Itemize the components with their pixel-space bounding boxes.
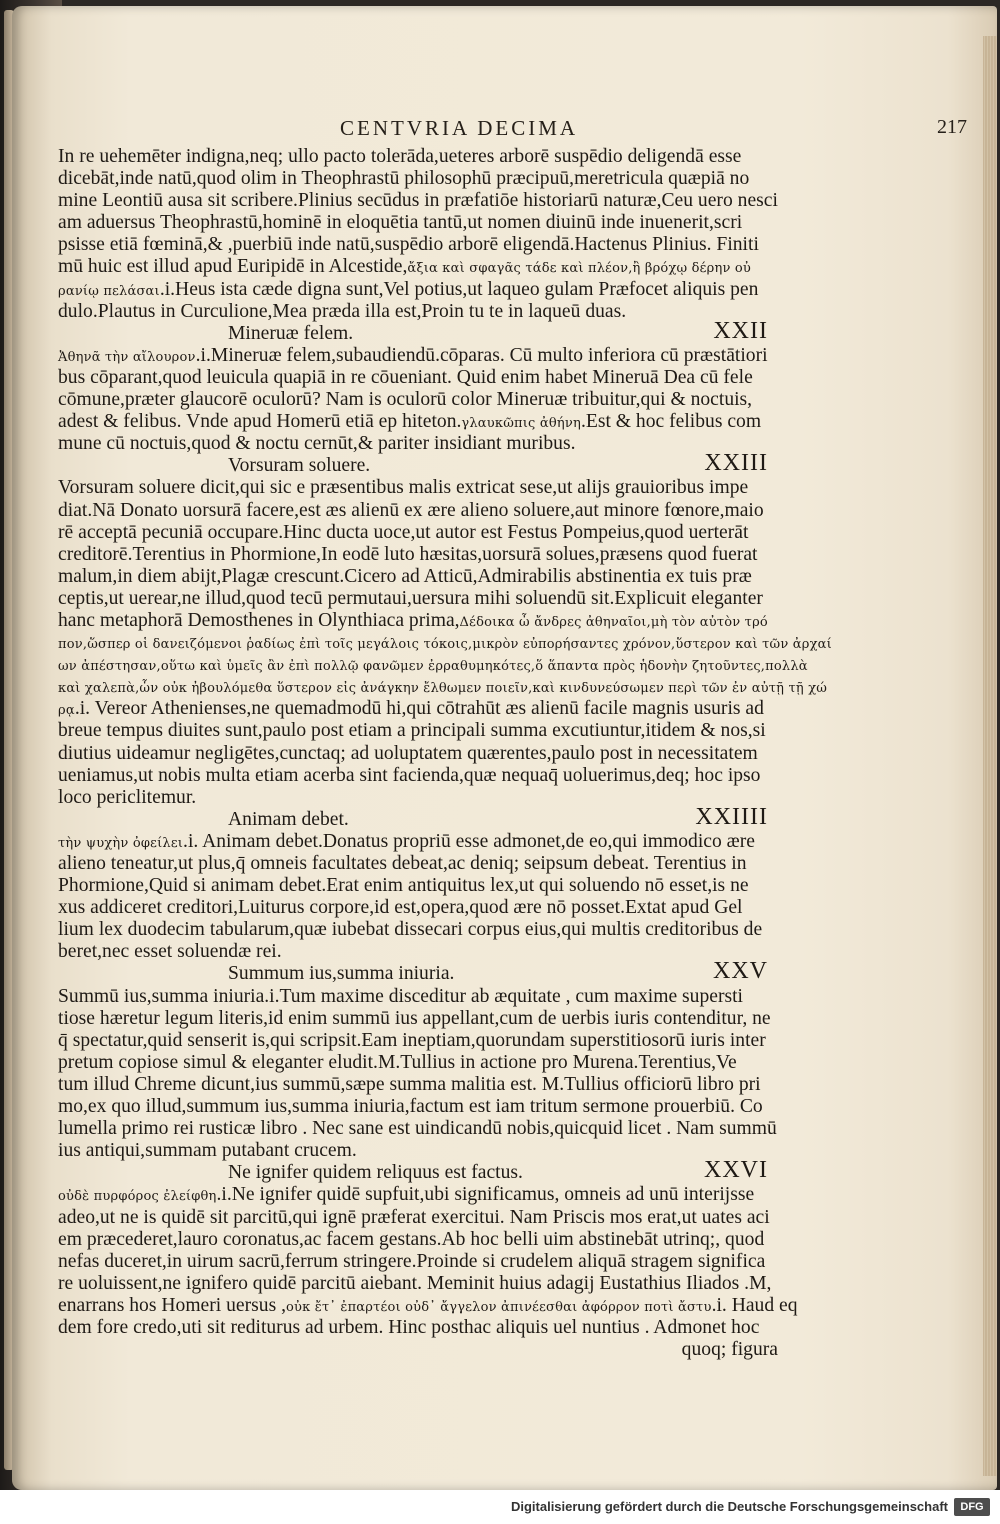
text-line: Vorsuram soluere dicit,qui sic e præsentibus malis extricat sese,ut alijs grauioribus impe	[58, 477, 749, 499]
text-line: dicebāt,inde natū,quod olim in Theophrastū philosophū præcipuū,meretricula quæpiā no	[58, 168, 750, 190]
catchword: quoq; figura	[681, 1339, 778, 1361]
dfg-logo: DFG	[954, 1498, 990, 1516]
section-heading	[58, 1157, 778, 1184]
text-line: lium lex duodecim tabularum,quæ iubebat dissecari corpus eius,qui multis creditoribus de	[58, 919, 763, 941]
heading-title: Animam debet.	[228, 808, 349, 830]
latin-text: .i. Animam debet.Donatus propriū esse admonet,de eo,qui immodico ære	[183, 830, 755, 852]
text-line: cōmune,præter glaucorē oculorū? Nam is oculorū color Mineruæ tribuitur,qui & noctuis,	[58, 389, 753, 411]
page-fore-edge	[983, 36, 997, 1476]
heading-numeral: XXVI	[704, 1157, 768, 1184]
greek-text: ρᾳ	[58, 703, 75, 719]
greek-text: πον,ὥσπερ οἱ δανειζόμενοι ῥαδίως ἐπὶ τοῖς μεγάλοις τόκοις,μικρὸν εὐπορήσαντες χρόνον,ὕστερον καὶ τῶν ἀρχαί	[58, 637, 832, 653]
section-heading	[58, 803, 778, 831]
folio-number: 217	[937, 116, 967, 138]
greek-text: ἄξια καὶ σφαγᾶς τάδε καὶ πλέον,ἢ βρόχῳ δέρην οὐ	[407, 261, 752, 277]
text-line	[58, 654, 808, 676]
heading-title: Summum ius,summa iniuria.	[228, 963, 455, 985]
text-line: mune cū noctuis,quod & noctu cernūt,& pariter insidiant muribus.	[58, 433, 576, 455]
text-line: nefas duceret,in uirum sacrū,ferrum stringere.Proinde si crudelem aliquā stragem significa	[58, 1250, 766, 1272]
text-line: tum illud Chreme dicunt,ius summū,sæpe summa malitia est. M.Tullius officiorū libro pri	[58, 1073, 761, 1095]
greek-text: καὶ χαλεπὰ,ὧν οὐκ ἠβουλόμεθα ὕστερον εἰς ἀνάγκην ἔλθωμεν ποιεῖν,καὶ κινδυνεύσωμεν περὶ τῶν ἐν αὐτῇ τῇ χώ	[58, 681, 828, 697]
text-line: ceptis,ut uerear,ne illud,quod tecū permutaui,uersura mihi soluendū sit.Explicuit eleganter	[58, 587, 763, 609]
text-line: ius antiqui,summam putabant crucem.	[58, 1140, 357, 1162]
text-line: tiose hæretur legum literis,id enim summū ius appellant,cum de uerbis iuris contenditur, ne	[58, 1007, 771, 1029]
greek-text: ων ἀπέστησαν,οὕτω καὶ ὑμεῖς ἂν ἐπὶ πολλῷ φανῶμεν ἐρραθυμηκότες,ὅ ἅπαντα πρὸς ἡδονὴν ζητοῦντες,πολλὰ	[58, 659, 808, 675]
text-line: ueniamus,ut nobis multa etiam acerba sint facienda,quæ nequaq̄ uoluerimus,deq; hoc ipso	[58, 764, 761, 786]
latin-text: .i.Mineruæ felem,subaudiendū.cōparas. Cū multo inferiora cū præstātiori	[195, 344, 768, 366]
text-line: xus addiceret creditori,Luiturus corpore,id est,opera,quod ære nō posset.Extat apud Gel	[58, 897, 743, 919]
section-heading	[58, 317, 778, 345]
text-line: lumella primo rei rusticæ libro . Nec sane est uindicandū nobis,quicquid licet . Nam summū	[58, 1118, 777, 1140]
latin-text: hanc metaphorā Demosthenes in Olynthiaca prima,	[58, 609, 460, 631]
text-line	[58, 632, 832, 654]
text-line: re uoluissent,ne ignifero quidē parcitū aiebant. Meminit huius adagij Eustathius Iliados .M,	[58, 1272, 772, 1294]
text-line	[58, 676, 828, 698]
text-line: adeo,ut ne is quidē sit parcitū,qui ignē præferat exercitui. Nam Priscis mos erat,ut uates aci	[58, 1206, 770, 1228]
greek-text: Δέδοικα ὦ ἄνδρες ἀθηναῖοι,μὴ τὸν αὐτὸν τρό	[459, 614, 768, 630]
section-heading	[58, 450, 778, 477]
text-line	[58, 411, 778, 433]
text-line: diutius uideamur negligētes,cunctaq; ad uoluptatem quærentes,paulo post in necessitatem	[58, 742, 758, 764]
greek-text: οὐδὲ πυρφόρος ἐλείφθη	[58, 1189, 217, 1205]
text-block	[58, 146, 832, 1361]
heading-numeral: XXIIII	[695, 803, 768, 830]
text-line: dem fore credo,uti sit rediturus ad urbem. Hinc posthac aliquis uel nuntius . Admonet hoc	[58, 1316, 760, 1338]
text-line: Summū ius,summa iniuria.i.Tum maxime disceditur ab æquitate , cum maxime supersti	[58, 985, 743, 1007]
heading-numeral: XXIII	[704, 450, 768, 477]
text-line: pretum copiose simul & eleganter eludit.M.Tullius in actione pro Murena.Terentius,Ve	[58, 1051, 737, 1073]
text-line	[58, 1184, 778, 1206]
text-line: alieno teneatur,ut plus,q̄ omneis facultates debeat,ac deniq; seipsum debeat. Terentius in	[58, 853, 747, 874]
text-line	[58, 610, 778, 632]
text-line: malum,in diem abijt,Plagæ crescunt.Cicero ad Atticū,Admirabilis abstinentia ex tuis præ	[58, 565, 752, 587]
footer-bar	[0, 1490, 1000, 1524]
text-line: am aduersus Theophrastū,hominē in eloquētia tantū,ut nomen diuinū inde inuenerit,scri	[58, 212, 743, 234]
text-line: psisse etiā fœminā,& ,puerbiū inde natū,suspēdio arborē eligendā.Hactenus Plinius. Finiti	[58, 234, 759, 256]
text-line	[58, 1294, 798, 1317]
latin-text: .i.Ne ignifer quidē supfuit,ubi significamus, omneis ad unū interijsse	[216, 1184, 755, 1206]
text-line: loco periclitemur.	[58, 786, 197, 808]
text-line: breue tempus diuites sunt,paulo post etiam a principali summa excutiuntur,itidem & nos,si	[58, 720, 766, 742]
text-line: bus cōparant,quod leuicula quapiā in re cōueniant. Quid enim habet Mineruā Dea cū fele	[58, 366, 753, 388]
latin-text: mū huic est illud apud Euripidē in Alcestide,	[58, 256, 408, 278]
text-line	[58, 831, 778, 853]
greek-text: Ἀθηνᾶ τὴν αἴλουρον	[58, 349, 196, 365]
text-line: Phormione,Quid si animam debet.Erat enim antiquitus lex,ut qui soluendo nō esset,is ne	[58, 875, 749, 897]
text-line	[58, 698, 778, 720]
latin-text: .Est & hoc felibus com	[580, 411, 762, 433]
heading-title: Ne ignifer quidem reliquus est factus.	[228, 1162, 523, 1184]
latin-text: enarrans hos Homeri uersus ,	[58, 1294, 286, 1316]
latin-text: adest & felibus. Vnde apud Homerū etiā ep hiteton.	[58, 411, 462, 433]
heading-title: Vorsuram soluere.	[228, 455, 371, 477]
text-line: beret,nec esset soluendæ rei.	[58, 941, 282, 963]
latin-text: .i.Heus ista cæde digna sunt,Vel potius,ut laqueo gulam Præfocet aliquis pen	[159, 278, 759, 300]
greek-text: γλαυκῶπις ἀθήνη	[461, 416, 581, 432]
text-line: diat.Nā Donato uorsurā facere,est æs alienū ex ære alieno soluere,aut minore fœnore,maio	[58, 499, 764, 521]
text-line: q̄ spectatur,quid senserit is,qui scripsit.Eam ineptiam,quorundam superstitiosorū iuris inter	[58, 1029, 766, 1051]
text-line	[58, 345, 778, 367]
section-heading	[58, 958, 778, 985]
latin-text: .i. Vereor Athenienses,ne quemadmodū hi,qui cōtrahūt æs alienū facile magnis usuris ad	[74, 698, 764, 720]
text-line: dulo.Plautus in Curculione,Mea præda illa est,Proin tu te in laqueū duas.	[58, 300, 627, 322]
greek-text: οὐκ ἔτ᾽ ἐπαρτέοι οὐδ᾽ ἄγγελον ἀπινέεσθαι ἀφόρρον ποτὶ ἄστυ	[286, 1299, 712, 1315]
text-line: creditorē.Terentius in Phormione,In eodē luto hæsitas,uorsurā solues,præsens quod fuerat	[58, 543, 758, 565]
latin-text: .i. Haud eq	[711, 1294, 798, 1316]
running-head: CENTVRIA DECIMA	[340, 116, 579, 140]
text-line	[58, 279, 778, 301]
footer-credit: Digitalisierung gefördert durch die Deutsche Forschungsgemeinschaft	[510, 1499, 948, 1514]
heading-numeral: XXII	[713, 317, 768, 344]
text-line: mine Leontiū ausa sit scribere.Plinius secūdus in præfatiōe historiarū naturæ,Ceu uero nesci	[58, 190, 778, 212]
heading-numeral: XXV	[713, 958, 768, 985]
greek-text: ρανίῳ πελάσαι	[58, 283, 160, 299]
heading-title: Mineruæ felem.	[228, 322, 354, 344]
text-line: rē acceptā pecuniā occupare.Hinc ducta uoce,ut autor est Festus Pompeius,quod uerterāt	[58, 521, 749, 543]
text-line: In re uehemēter indigna,neq; ullo pacto tolerāda,ueteres arborē suspēdio deligendā esse	[58, 146, 742, 167]
text-line: em præcederet,lauro coronatus,ac facem gestans.Ab hoc belli uim abstinebāt utrinq;, quod	[58, 1228, 765, 1250]
text-line: mo,ex quo illud,summum ius,summa iniuria,factum est iam tritum sermone prouerbiū. Co	[58, 1096, 763, 1118]
greek-text: τὴν ψυχὴν ὀφείλει	[58, 835, 184, 851]
text-line	[58, 256, 778, 278]
